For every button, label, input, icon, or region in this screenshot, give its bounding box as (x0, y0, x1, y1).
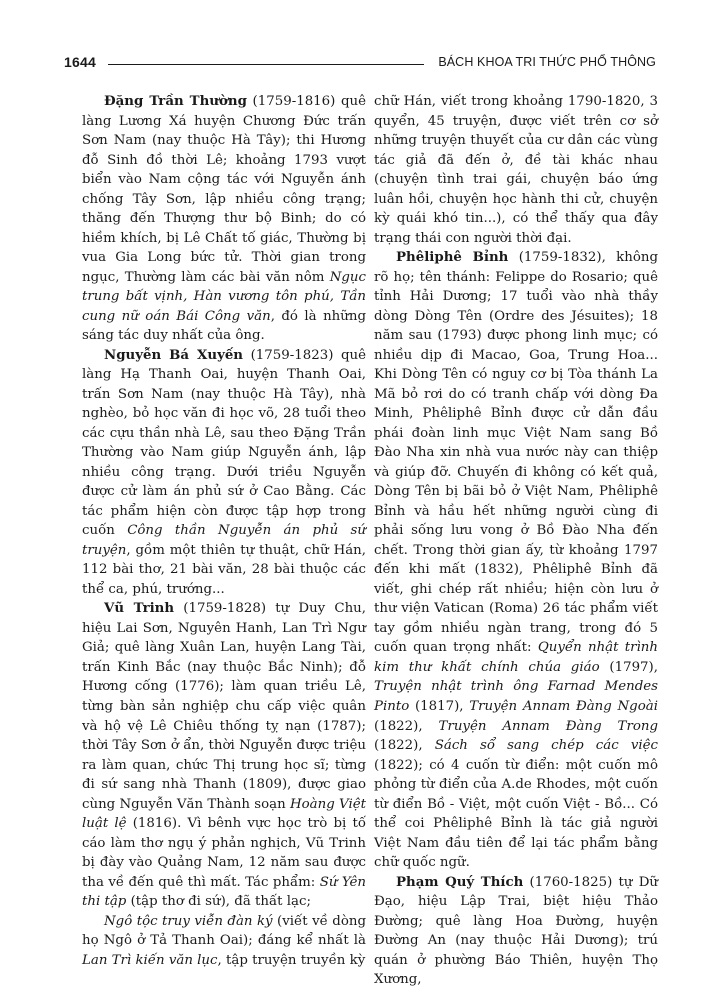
header-rule (108, 64, 424, 65)
entry-name: Đặng Trần Thường (104, 93, 247, 109)
page-number: 1644 (64, 54, 96, 70)
right-column (374, 92, 658, 990)
paragraph-vu-trinh-works: Ngô tộc truy viễn đàn ký (viết về dòng họ Ngô ở Tả Thanh Oai); đáng kể nhất là Lan Trì kiến văn lục, tập truyện truyền kỳ (82, 913, 366, 968)
left-column (82, 92, 366, 970)
entry-name: Phêliphê Bỉnh (396, 249, 509, 266)
entry-pheliphe-binh: Phêliphê Bỉnh (1759-1832), không rõ họ; tên thánh: Felippe do Rosario; quê tỉnh Hải Dương; 17 tuổi vào nhà thầy dòng Dòng Tên (Ordre des Jésuites); 18 năm sau (1793) được phong linh mục; có nhiều dịp đi Macao, Goa, Trung Hoa... Khi Dòng Tên có nguy cơ bị Tòa thánh La Mã bỏ rơi do có tranh chấp với dòng Đa Minh, Phêliphê Bỉnh được cử dẫn đầu phái đoàn linh mục Việt Nam sang Bồ Đào Nha xin nhà vua nước này can thiệp và giúp đỡ. Chuyến đi không có kết quả, Dòng Tên bị bãi bỏ ở Việt Nam, Phêliphê Bỉnh và hầu hết những người cùng đi phải sống lưu vong ở Bồ Đào Nha đến chết. Trong thời gian ấy, từ khoảng 1797 đến khi mất (1832), Phêliphê Bỉnh đã viết, ghi chép rất nhiều; hiện còn lưu ở thư viện Vatican (Roma) 26 tác phẩm viết tay gồm nhiều ngàn trang, trong đó 5 cuốn quan trọng nhất: Quyển nhật trình kim thư khất chính chúa giáo (1797), Truyện nhật trình ông Farnad Mendes Pinto (1817), Truyện Annam Đàng Ngoài (1822), Truyện Annam Đàng Trong (1822), Sách sổ sang chép các việc (1822); có 4 cuốn từ điển: một cuốn mô phỏng từ điển của A.de Rhodes, một cuốn từ điển Bồ - Việt, một cuốn Việt - Bồ... Có thể coi Phêliphê Bỉnh là tác giả người Việt Nam đầu tiên để lại tác phẩm bằng chữ quốc ngữ. (374, 249, 659, 871)
entry-pham-quy-thich: Phạm Quý Thích (1760-1825) tự Dữ Đạo, hiệu Lập Trai, biệt hiệu Thảo Đường; quê làng Hoa Đường, huyện Đường An (nay thuộc Hải Dương); trú quán ở phường Báo Thiên, huyện Thọ Xương, (374, 873, 658, 988)
entry-name: Phạm Quý Thích (396, 873, 524, 890)
entry-nguyen-ba-xuyen: Nguyễn Bá Xuyến (1759-1823) quê làng Hạ Thanh Oai, huyện Thanh Oai, trấn Sơn Nam (nay thuộc Hà Tây), nhà nghèo, bỏ học văn đi học võ, 28 tuổi theo các cựu thần nhà Lê, sau theo Đặng Trần Thường vào Nam giúp Nguyễn ánh, lập nhiều công trạng. Dưới triều Nguyễn được cử làm án phủ sứ ở Cao Bằng. Các tác phẩm hiện còn được tập hợp trong cuốn Công thần Nguyễn án phủ sứ truyện, gồm một thiên tự thuật, chữ Hán, 112 bài thơ, 21 bài văn, 28 bài thuộc các thể ca, phú, trướng... (82, 346, 366, 597)
entry-vu-trinh: Vũ Trinh (1759-1828) tự Duy Chu, hiệu Lai Sơn, Nguyên Hanh, Lan Trì Ngư Giả; quê làng Xuân Lan, huyện Lang Tài, trấn Kinh Bắc (nay thuộc Bắc Ninh); đỗ Hương cống (1776); làm quan triều Lê, từng bàn sản nghiệp chu cấp việc quân và hộ vệ Lê Chiêu thống tỵ nạn (1787); thời Tây Sơn ở ẩn, thời Nguyễn được triệu ra làm quan, chức Thị trung học sĩ; từng đi sứ sang nhà Thanh (1809), được giao cùng Nguyễn Văn Thành soạn Hoàng Việt luật lệ (1816). Vì bênh vực học trò bị tố cáo làm thơ ngụ ý phản nghịch, Vũ Trinh bị đày vào Quảng Nam, 12 năm sau được tha về đến quê thì mất. Tác phẩm: Sứ Yên thi tập (tập thơ đi sứ), đã thất lạc; (82, 600, 366, 910)
entry-name: Vũ Trinh (104, 600, 175, 617)
running-title: BÁCH KHOA TRI THỨC PHỔ THÔNG (438, 55, 656, 69)
entry-dang-tran-thuong: Đặng Trần Thường (1759-1816) quê làng Lương Xá huyện Chương Đức trấn Sơn Nam (nay thuộc Hà Tây); thi Hương đỗ Sinh đồ thời Lê; khoảng 1793 vượt biển vào Nam cộng tác với Nguyễn ánh chống Tây Sơn, lập nhiều công trạng; thăng đến Thượng thư bộ Binh; do có hiềm khích, bị Lê Chất tố giác, Thường bị vua Gia Long bức tử. Thời gian trong ngục, Thường làm các bài văn nôm Ngục trung bất vịnh, Hàn vương tôn phú, Tần cung nữ oán Bái Công văn, đó là những sáng tác duy nhất của ông. (82, 93, 366, 344)
page-header (64, 54, 656, 74)
entry-name: Nguyễn Bá Xuyến (104, 346, 244, 363)
paragraph-continuation: chữ Hán, viết trong khoảng 1790-1820, 3 quyển, 45 truyện, được viết trên cơ sở những truyện thuyết của cư dân các vùng tác giả đã đến ở, đề tài khác nhau (chuyện tình trai gái, chuyện báo ứng luân hồi, chuyện học hành thi cử, chuyện kỳ quái khó tin...), có thể thấy qua đây trạng thái con người thời đại. (374, 94, 658, 246)
